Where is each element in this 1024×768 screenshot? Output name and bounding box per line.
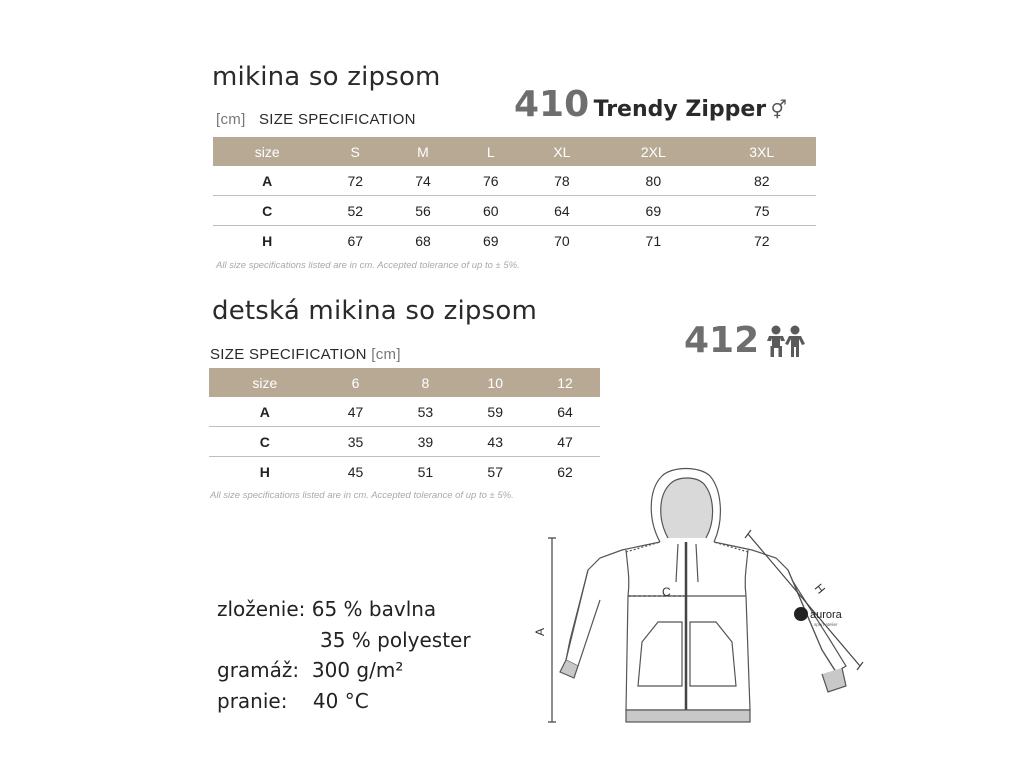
- kids-product-number: 412: [684, 320, 760, 361]
- adult-size-table: [213, 137, 816, 255]
- kids-header-size: size: [209, 368, 321, 397]
- brand-logo-subtext: sport atelier: [814, 622, 838, 627]
- table-cell: 71: [645, 232, 662, 249]
- table-cell: 78: [525, 166, 599, 196]
- composition-label: zloženie:: [217, 597, 306, 621]
- adult-header-cell: S: [321, 137, 389, 166]
- table-cell: 75: [708, 196, 816, 226]
- table-cell: 72: [321, 166, 389, 196]
- aurora-logo-icon: [794, 607, 808, 621]
- adult-header-cell: 2XL: [599, 137, 707, 166]
- composition-value: 65 % bavlna: [311, 597, 437, 621]
- measure-label-h: H: [811, 580, 829, 597]
- table-cell: 51: [417, 463, 434, 480]
- adult-product-heading: [514, 84, 787, 125]
- adult-tolerance-note: All size specifications listed are in cm. Accepted tolerance of up to ± 5%.: [216, 260, 520, 271]
- row-label: A: [213, 166, 321, 196]
- table-cell: 80: [599, 166, 707, 196]
- adult-header-cell: 3XL: [708, 137, 816, 166]
- table-cell: 47: [321, 397, 391, 427]
- table-cell: 69: [599, 196, 707, 226]
- adult-header-cell: M: [389, 137, 457, 166]
- adult-header-cell: L: [457, 137, 525, 166]
- table-cell: 35: [321, 427, 391, 457]
- adult-spec-label: [216, 111, 416, 128]
- table-cell: 82: [708, 166, 816, 196]
- table-row: [209, 397, 600, 427]
- table-cell: 76: [457, 166, 525, 196]
- table-cell: 68: [415, 232, 431, 249]
- table-cell: 69: [482, 232, 499, 249]
- table-row: [213, 196, 816, 226]
- kids-unit: [cm]: [371, 346, 401, 363]
- kids-spec-text: SIZE SPECIFICATION: [210, 346, 367, 363]
- table-cell: 43: [460, 427, 530, 457]
- table-cell: 64: [530, 397, 600, 427]
- table-cell: 60: [457, 196, 525, 226]
- adult-header-row: [213, 137, 816, 166]
- row-label: C: [209, 427, 321, 457]
- kids-icon: [766, 324, 806, 360]
- row-label: H: [262, 232, 273, 249]
- kids-header-row: [209, 368, 600, 397]
- table-row: [213, 166, 816, 196]
- brand-logo-text: aurora: [810, 609, 842, 621]
- measure-label-c: C: [662, 585, 671, 599]
- adult-header-size: size: [213, 137, 321, 166]
- table-cell: 59: [460, 397, 530, 427]
- weight-line: [217, 658, 403, 682]
- unisex-icon: ⚥: [770, 100, 787, 120]
- washing-label: pranie:: [217, 689, 288, 713]
- kids-header-cell: 12: [530, 368, 600, 397]
- table-cell: 56: [389, 196, 457, 226]
- kids-header-cell: 6: [321, 368, 391, 397]
- table-cell: 70: [554, 232, 570, 249]
- composition-line-1: [217, 597, 436, 621]
- table-cell: 64: [525, 196, 599, 226]
- composition-line-2: 35 % polyester: [320, 628, 471, 652]
- table-row: [213, 226, 816, 256]
- table-cell: 47: [530, 427, 600, 457]
- measure-label-a: A: [533, 627, 547, 636]
- adult-spec-text: SIZE SPECIFICATION: [258, 111, 416, 128]
- table-cell: 53: [390, 397, 460, 427]
- hoodie-diagram: [530, 460, 880, 760]
- table-cell: 67: [347, 232, 364, 249]
- adult-header-cell: XL: [525, 137, 599, 166]
- table-cell: 52: [321, 196, 389, 226]
- table-cell: 74: [389, 166, 457, 196]
- adult-product-name: Trendy Zipper: [593, 97, 767, 122]
- adult-unit: [cm]: [216, 111, 246, 128]
- weight-label: gramáž:: [217, 658, 300, 682]
- weight-value: 300 g/m²: [311, 658, 404, 682]
- adult-product-number: 410: [514, 84, 590, 125]
- table-row: [209, 427, 600, 457]
- kids-tolerance-note: All size specifications listed are in cm. Accepted tolerance of up to ± 5%.: [210, 490, 514, 501]
- row-label: H: [259, 463, 270, 480]
- washing-value: 40 °C: [312, 689, 369, 713]
- row-label: C: [213, 196, 321, 226]
- table-cell: 72: [753, 232, 770, 249]
- washing-line: [217, 689, 369, 713]
- table-cell: 39: [390, 427, 460, 457]
- kids-header-cell: 8: [390, 368, 460, 397]
- adult-title: mikina so zipsom: [212, 62, 441, 92]
- kids-spec-label: [210, 346, 401, 363]
- table-cell: 62: [557, 463, 573, 480]
- table-cell: 57: [487, 463, 503, 480]
- kids-title: detská mikina so zipsom: [212, 296, 538, 326]
- kids-header-cell: 10: [460, 368, 530, 397]
- row-label: A: [209, 397, 321, 427]
- table-cell: 45: [347, 463, 364, 480]
